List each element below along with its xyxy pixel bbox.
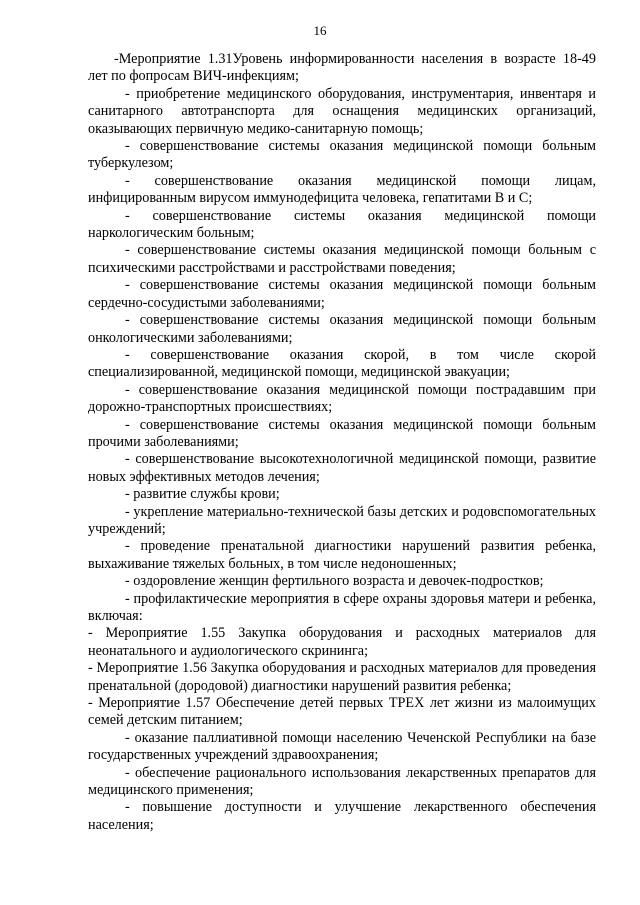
paragraph-women-health: - оздоровление женщин фертильного возраста и девочек-подростков; — [125, 573, 544, 590]
paragraph-palliative-care: - оказание паллиативной помощи населению Чеченской Республики на базе государственных учреждений здравоохранения; — [88, 729, 596, 764]
paragraph-tuberculosis-care: - совершенствование системы оказания медицинской помощи больным туберкулезом; — [88, 138, 596, 172]
paragraph-blood-service: - развитие службы крови; — [125, 486, 280, 503]
paragraph-measure-1-31: -Мероприятие 1.31Уровень информированности населения в возрасте 18-49 лет по фопросам ВИЧ-инфекциям; — [88, 51, 596, 85]
paragraph-rational-drug-use: - обеспечение рационального использования лекарственных препаратов для медицинского применения; — [88, 764, 596, 799]
paragraph-road-accident-care: - совершенствование оказания медицинской помощи пострадавшим при дорожно-транспортных происшествиях; — [88, 381, 596, 416]
paragraph-measure-1-55: - Мероприятие 1.55 Закупка оборудования и расходных материалов для неонатального и аудиологического скрининга; — [88, 625, 596, 659]
paragraph-oncology-care: - совершенствование системы оказания медицинской помощи больным онкологическими заболеваниями; — [88, 312, 596, 346]
paragraph-measure-1-57: - Мероприятие 1.57 Обеспечение детей первых ТРЕХ лет жизни из малоимущих семей детским питанием; — [88, 695, 596, 729]
page-number: 16 — [313, 23, 327, 38]
paragraph-prenatal-diagnostics: - проведение пренатальной диагностики нарушений развития ребенка, выхаживание тяжелых больных, в том числе недоношенных; — [88, 538, 596, 572]
paragraph-narcology-care: - совершенствование системы оказания медицинской помощи наркологическим больным; — [88, 207, 596, 242]
paragraph-equipment-purchase: - приобретение медицинского оборудования, инструментария, инвентаря и санитарного автотранспорта для оснащения медицинских организаций, оказывающих первичную медико-санитарную помощь; — [88, 85, 596, 137]
paragraph-children-maternity-base: - укрепление материально-технической базы детских и родовспомогательных учреждений; — [88, 503, 596, 537]
paragraph-high-tech-care: - совершенствование высокотехнологичной медицинской помощи, развитие новых эффективных методов лечения; — [88, 451, 596, 485]
paragraph-hiv-hepatitis-care: - совершенствование оказания медицинской помощи лицам, инфицированным вирусом иммунодефицита человека, гепатитами В и С; — [88, 172, 596, 207]
paragraph-mental-disorders-care: - совершенствование системы оказания медицинской помощи больным с психическими расстройствами и расстройствами поведения; — [88, 242, 596, 276]
paragraph-emergency-care: - совершенствование оказания скорой, в том числе скорой специализированной, медицинской помощи, медицинской эвакуации; — [88, 346, 596, 381]
paragraph-maternal-child-prevention: - профилактические мероприятия в сфере охраны здоровья матери и ребенка, включая: — [88, 590, 596, 624]
document-body — [88, 51, 596, 834]
paragraph-other-diseases-care: - совершенствование системы оказания медицинской помощи больным прочими заболеваниями; — [88, 416, 596, 450]
paragraph-cardiovascular-care: - совершенствование системы оказания медицинской помощи больным сердечно-сосудистыми заболеваниями; — [88, 277, 596, 311]
paragraph-drug-availability: - повышение доступности и улучшение лекарственного обеспечения населения; — [88, 799, 596, 833]
paragraph-measure-1-56: - Мероприятие 1.56 Закупка оборудования и расходных материалов для проведения пренатальной (дородовой) диагностики нарушений развития ребенка; — [88, 660, 596, 694]
